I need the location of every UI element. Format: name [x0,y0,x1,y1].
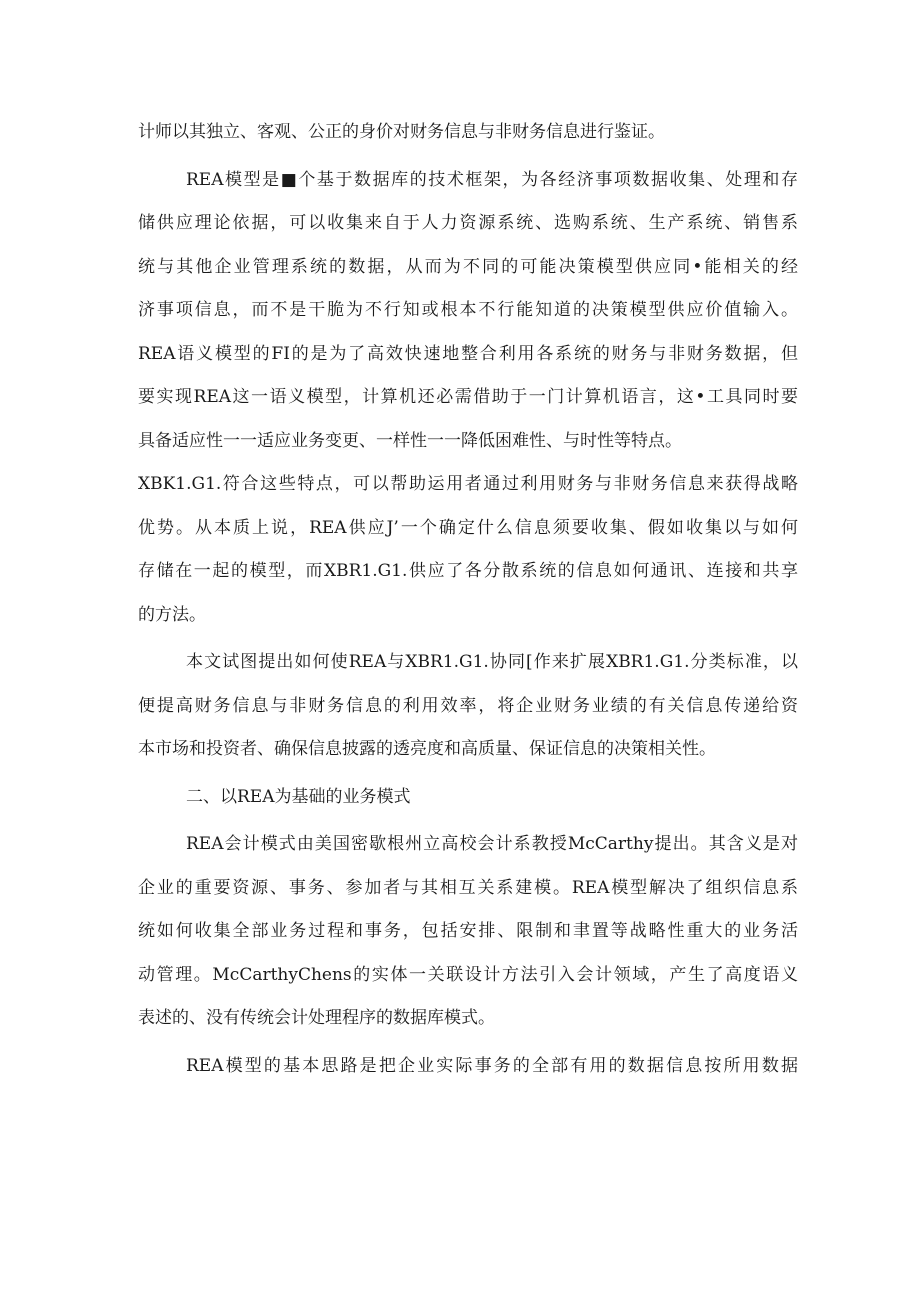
text-line: 企业的重要资源、事务、参加者与其相互关系建模。REA模型解决了组织信息系 [138,877,798,898]
text-line: 储供应理论依据，可以收集来自于人力资源系统、选购系统、生产系统、销售系 [138,213,798,233]
paragraph [138,1045,798,1089]
text-line: 的方法。 [138,604,206,625]
document-body [138,111,798,1088]
text-line: REA会计模式由美国密歇根州立高校会计系教授McCarthy提出。其含义是对 [186,834,798,854]
text-line: 表述的、没有传统会计处理程序的数据库模式。 [138,1008,495,1028]
section-heading [138,776,798,820]
text-line: 统与其他企业管理系统的数据，从而为不同的可能决策模型供应同•能相关的经 [138,256,798,277]
text-line: 统如何收集全部业务过程和事务，包括安排、限制和聿置等战略性重大的业务活 [138,921,798,941]
text-line: 优势。从本质上说，REA供应J’一个确定什么信息须要收集、假如收集以与如何 [138,517,798,538]
text-line: 本市场和投资者、确保信息披露的透亮度和高质量、保证信息的决策相关性。 [138,739,716,759]
text-line: 计师以其独立、客观、公正的身价对财务信息与非财务信息进行鉴证。 [138,122,665,142]
text-line: 二、以REA为基础的业务模式 [186,786,411,807]
text-line: 要实现REA这一语义模型，计算机还必需借助于一门计算机语言，这•工具同时要 [138,387,798,407]
text-line: XBK1.G1.符合这些特点，可以帮助运用者通过利用财务与非财务信息来获得战略 [138,474,798,494]
paragraph [138,641,798,772]
paragraph [138,159,798,638]
paragraph [138,823,798,1041]
text-line: REA模型的基本思路是把企业实际事务的全部有用的数据信息按所用数据 [186,1055,798,1076]
text-line: 便提高财务信息与非财务信息的利用效率，将企业财务业绩的有关信息传递给资 [138,695,798,716]
paragraph [138,111,798,155]
text-line: 济事项信息，而不是干脆为不行知或根本不行能知道的决策模型供应价值输入。 [138,300,798,320]
text-line: 具备适应性一一适应业务变更、一样性一一降低困难性、与时性等特点。 [138,430,682,451]
text-line: 存储在一起的模型，而XBR1.G1.供应了各分散系统的信息如何通讯、连接和共享 [138,561,798,581]
text-line: 本文试图提出如何使REA与XBR1.G1.协同[作来扩展XBR1.G1.分类标准，以 [186,652,798,672]
text-line: REA语义模型的FI的是为了高效快速地整合利用各系统的财务与非财务数据，但 [138,343,798,364]
text-line: REA模型是■个基于数据库的技术框架，为各经济事项数据收集、处理和存 [186,169,798,190]
text-line: 动管理。McCarthyChens的实体一关联设计方法引入会计领域，产生了高度语义 [138,964,798,985]
